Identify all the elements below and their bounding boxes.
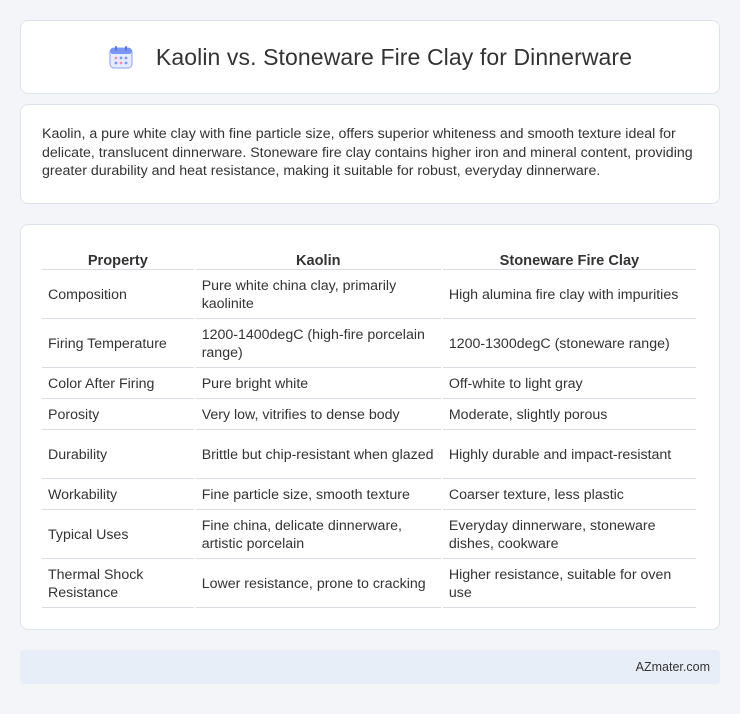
stoneware-cell: 1200-1300degC (stoneware range) xyxy=(443,321,696,368)
footer xyxy=(20,650,720,684)
table-row xyxy=(42,432,696,479)
header-property: Property xyxy=(42,247,194,270)
property-cell: Typical Uses xyxy=(42,512,194,559)
kaolin-cell: Brittle but chip-resistant when glazed xyxy=(196,432,441,479)
table-row xyxy=(42,370,696,399)
calendar-icon xyxy=(108,44,134,70)
property-cell: Color After Firing xyxy=(42,370,194,399)
stoneware-cell: Coarser texture, less plastic xyxy=(443,481,696,510)
page-title: Kaolin vs. Stoneware Fire Clay for Dinnerware xyxy=(155,43,633,70)
kaolin-cell: Fine particle size, smooth texture xyxy=(196,481,441,510)
stoneware-cell: High alumina fire clay with impurities xyxy=(443,272,696,319)
footer-brand: AZmater.com xyxy=(635,660,710,674)
intro-card xyxy=(20,104,720,204)
title-card xyxy=(20,20,720,94)
stoneware-cell: Highly durable and impact-resistant xyxy=(443,432,696,479)
kaolin-cell: Lower resistance, prone to cracking xyxy=(196,561,441,608)
table-header-row xyxy=(42,247,696,270)
intro-text: Kaolin, a pure white clay with fine particle size, offers superior whiteness and smooth texture ideal for delicate, translucent dinnerware. Stoneware fire clay contains higher iron and mineral content, providing greater durability and heat resistance, making it suitable for robust, everyday dinnerware. xyxy=(42,126,693,180)
table-row xyxy=(42,272,696,319)
table-row xyxy=(42,561,696,608)
property-cell: Composition xyxy=(42,272,194,319)
header-kaolin: Kaolin xyxy=(196,247,441,270)
property-cell: Porosity xyxy=(42,401,194,430)
header-stoneware: Stoneware Fire Clay xyxy=(443,247,696,270)
property-cell: Firing Temperature xyxy=(42,321,194,368)
table-row xyxy=(42,481,696,510)
stoneware-cell: Everyday dinnerware, stoneware dishes, cookware xyxy=(443,512,696,559)
table-row xyxy=(42,512,696,559)
comparison-table xyxy=(40,245,698,610)
property-cell: Thermal Shock Resistance xyxy=(42,561,194,608)
table-row xyxy=(42,321,696,368)
kaolin-cell: 1200-1400degC (high-fire porcelain range) xyxy=(196,321,441,368)
table-card xyxy=(20,224,720,630)
stoneware-cell: Off-white to light gray xyxy=(443,370,696,399)
property-cell: Workability xyxy=(42,481,194,510)
kaolin-cell: Pure bright white xyxy=(196,370,441,399)
property-cell: Durability xyxy=(42,432,194,479)
kaolin-cell: Very low, vitrifies to dense body xyxy=(196,401,441,430)
stoneware-cell: Higher resistance, suitable for oven use xyxy=(443,561,696,608)
stoneware-cell: Moderate, slightly porous xyxy=(443,401,696,430)
kaolin-cell: Fine china, delicate dinnerware, artistic porcelain xyxy=(196,512,441,559)
table-row xyxy=(42,401,696,430)
kaolin-cell: Pure white china clay, primarily kaolinite xyxy=(196,272,441,319)
